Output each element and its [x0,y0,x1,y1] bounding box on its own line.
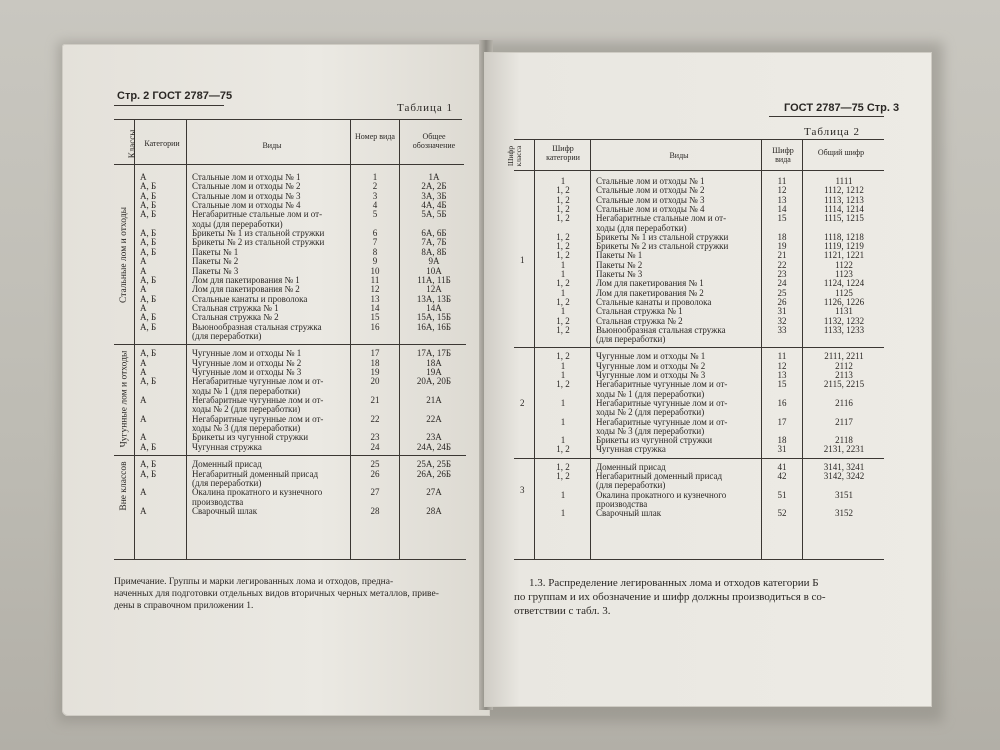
cell-code: 3142, 3242 [823,471,865,481]
cell-category: А, Б [140,459,157,470]
cell-number: 12 [370,284,380,295]
cell-kind: (для переработки) [192,330,262,341]
cell-kind: (для переработки) [596,480,666,491]
cell-number: 23 [777,269,787,279]
cell-code: 1121, 1221 [823,250,865,261]
cell-kind: производства [192,496,244,507]
cell-code: 1112, 1212 [824,185,864,196]
cell-code: 3А, 3Б [421,190,447,201]
cell-code: 1133, 1233 [823,324,865,335]
cell-code: 4А, 4Б [421,200,447,211]
table-1-title: Таблица 1 [397,102,454,114]
cell-category: А, Б [140,181,157,192]
col-divider [761,139,762,559]
cell-number: 16 [370,321,380,332]
cell-kind: Стальные лом и отходы № 4 [192,200,301,211]
group-divider [514,458,884,459]
cell-kind: Стальные лом и отходы № 1 [596,176,705,186]
note-line: дены в справочном приложении 1. [114,601,254,611]
cell-code: 28А [426,505,442,516]
cell-category: А [140,302,147,313]
cell-category: А [140,505,147,516]
cell-category: А, Б [140,237,157,248]
cell-code: 2117 [835,416,853,427]
cell-category: А [140,487,147,498]
cell-category: 1 [560,435,566,446]
cell-kind: Доменный присад [192,459,262,470]
col-header-kind-code: Шифр вида [772,146,794,164]
col-header-kinds: Виды [669,151,689,160]
cell-code: 19А [426,367,442,377]
cell-kind: (для переработки) [596,334,666,345]
cell-category: А, Б [140,274,157,285]
class-label: 1 [520,254,525,265]
cell-number: 24 [777,278,787,289]
cell-code: 2113 [835,370,853,380]
cell-kind: Лом для пакетирования № 1 [596,278,704,289]
cell-code: 2116 [835,397,853,408]
col-header-classes: Классы [127,129,137,159]
cell-code: 16А, 16Б [416,321,452,332]
cell-code: 17А, 17Б [416,348,452,359]
cell-number: 19 [777,241,787,252]
cell-kind: Негабаритные чугунные лом и от- [192,376,324,387]
cell-category: А, Б [140,209,157,220]
cell-category: А [140,367,147,377]
cell-number: 26 [777,296,787,307]
cell-category: А [140,432,147,443]
cell-code: 10А [426,265,442,276]
col-header-number: Номер вида [355,132,395,141]
cell-code: 26А, 26Б [416,468,452,479]
cell-code: 1115, 1215 [824,213,864,224]
cell-kind: Чугунная стружка [192,441,262,452]
cell-kind: Негабаритный доменный присад [192,468,319,479]
cell-code: 13А, 13Б [416,293,452,304]
col-divider [399,119,400,559]
cell-number: 4 [372,200,378,211]
cell-kind: Стальная стружка № 2 [596,315,683,326]
cell-category: 1 [560,176,566,186]
cell-category: А [140,256,147,267]
right-page [484,52,932,707]
paragraph-line: по группам и их обозначение и шифр должны производиться в со- [514,591,826,603]
cell-number: 6 [372,228,378,239]
cell-kind: Чугунные лом и отходы № 2 [192,357,302,368]
cell-category: А [140,395,147,406]
table-2-title: Таблица 2 [804,126,861,138]
cell-kind: Окалина прокатного и кузнечного [596,489,727,500]
cell-category: 1, 2 [556,296,570,307]
cell-code: 6А, 6Б [421,228,447,239]
cell-number: 31 [777,306,787,317]
cell-code: 22А [426,413,442,424]
cell-category: 1 [560,360,566,371]
note-line: Примечание. Группы и марки легированных лома и отходов, предна- [114,577,394,587]
cell-category: А, Б [140,200,157,211]
cell-number: 7 [372,237,378,248]
cell-kind: Негабаритные чугунные лом и от- [192,413,324,424]
cell-category: 1, 2 [556,471,570,481]
cell-number: 17 [777,416,787,427]
right-page-header: ГОСТ 2787—75 Стр. 3 [784,102,900,114]
cell-category: А, Б [140,246,157,257]
cell-kind: Пакеты № 1 [596,250,643,261]
cell-category: 1 [560,508,566,519]
cell-number: 11 [370,274,380,285]
cell-number: 15 [777,379,787,390]
paragraph-line: 1.3. Распределение легированных лома и отходов категории Б [529,577,819,589]
cell-code: 1123 [835,269,853,279]
cell-kind: Вьюнообразная стальная стружка [192,321,322,332]
cell-kind: ходы (для переработки) [596,222,687,233]
cell-code: 3152 [835,508,853,519]
cell-kind: (для переработки) [192,477,262,488]
cell-code: 1122 [835,259,853,270]
cell-category: А [140,172,147,182]
cell-kind: Сварочный шлак [596,508,662,519]
cell-category: А, Б [140,293,157,304]
cell-category: А, Б [140,228,157,239]
cell-number: 28 [370,505,380,516]
cell-category: А [140,357,147,368]
cell-number: 51 [777,489,787,500]
cell-number: 52 [777,508,787,519]
cell-category: 1, 2 [556,315,570,326]
class-label: Вне классов [118,461,129,511]
cell-kind: Негабаритные чугунные лом и от- [192,395,324,406]
cell-code: 2111, 2211 [824,351,864,362]
cell-code: 1113, 1213 [824,194,864,205]
cell-code: 1114, 1214 [824,203,864,214]
cell-code: 3151 [835,489,853,500]
class-label: 3 [520,484,525,495]
table-header-rule [114,164,464,165]
cell-kind: Брикеты № 2 из стальной стружки [192,237,325,248]
cell-category: А [140,265,147,276]
col-divider [186,119,187,559]
cell-number: 13 [777,370,787,380]
cell-number: 17 [370,348,380,359]
header-rule [114,105,224,106]
table-bottom-rule [114,559,466,560]
cell-code: 1111 [835,176,853,186]
cell-code: 1118, 1218 [824,231,864,242]
cell-code: 7А, 7Б [421,237,447,248]
cell-number: 15 [777,213,787,224]
cell-number: 10 [370,265,380,276]
cell-category: А, Б [140,312,157,323]
cell-category: 1, 2 [556,203,570,214]
table-top-rule [114,119,462,120]
cell-kind: Стальные лом и отходы № 3 [596,194,705,205]
cell-category: 1 [560,287,566,298]
cell-number: 42 [777,471,787,481]
cell-code: 1131 [835,306,853,317]
cell-kind: Пакеты № 2 [596,259,643,270]
cell-code: 23А [426,432,442,443]
cell-code: 2115, 2215 [823,379,865,390]
cell-category: 1, 2 [556,278,570,289]
cell-number: 11 [777,176,787,186]
cell-kind: ходы № 2 (для переработки) [192,404,301,415]
cell-number: 19 [370,367,380,377]
cell-kind: Чугунная стружка [596,444,666,455]
cell-category: А, Б [140,348,157,359]
cell-kind: Пакеты № 1 [192,246,239,257]
col-header-category: Категории [144,139,180,148]
cell-kind: Брикеты № 1 из стальной стружки [192,228,325,239]
cell-category: 1, 2 [556,324,570,335]
cell-category: 1 [560,259,566,270]
cell-kind: Брикеты из чугунной стружки [596,435,713,446]
cell-kind: ходы № 3 (для переработки) [192,423,301,434]
cell-number: 8 [372,246,378,257]
cell-category: 1, 2 [556,250,570,261]
cell-number: 20 [370,376,380,387]
cell-number: 24 [370,441,380,452]
cell-category: 1 [560,306,566,317]
cell-category: 1, 2 [556,379,570,390]
cell-kind: Лом для пакетирования № 2 [192,284,300,295]
cell-number: 14 [777,203,787,214]
cell-code: 11А, 11Б [417,274,451,285]
cell-kind: Стальные лом и отходы № 2 [596,185,705,196]
cell-code: 1132, 1232 [823,315,865,326]
left-page [62,44,490,716]
col-divider [590,139,591,559]
left-page-header: Стр. 2 ГОСТ 2787—75 [117,90,233,102]
cell-kind: Брикеты из чугунной стружки [192,432,309,443]
cell-code: 27А [426,487,442,498]
cell-code: 12А [426,284,442,295]
cell-code: 1124, 1224 [823,278,865,289]
col-divider [534,139,535,559]
group-divider [514,347,884,348]
cell-category: 1 [560,269,566,279]
cell-category: 1, 2 [556,213,570,224]
cell-number: 32 [777,315,787,326]
cell-kind: Стальная стружка № 2 [192,312,279,323]
cell-kind: ходы № 3 (для переработки) [596,425,705,436]
cell-category: А [140,413,147,424]
table-header-rule [514,170,884,171]
cell-kind: Доменный присад [596,461,666,472]
cell-number: 18 [777,435,787,446]
cell-kind: производства [596,498,648,509]
cell-category: 1 [560,416,566,427]
cell-kind: Стальная стружка № 1 [596,306,683,317]
cell-number: 21 [777,250,787,261]
cell-number: 25 [777,287,787,298]
class-label: 2 [520,397,525,408]
col-divider [350,119,351,559]
group-divider [114,455,466,456]
class-label: Стальные лом и отходы [119,207,130,304]
cell-number: 16 [777,397,787,408]
cell-number: 11 [777,351,787,362]
cell-kind: Чугунные лом и отходы № 3 [596,370,706,380]
cell-category: 1 [560,370,566,380]
cell-number: 13 [370,293,380,304]
cell-code: 3141, 3241 [823,461,865,472]
cell-category: 1, 2 [556,444,570,455]
cell-number: 23 [370,432,380,443]
cell-category: 1, 2 [556,461,570,472]
cell-kind: Брикеты № 2 из стальной стружки [596,241,729,252]
cell-code: 1119, 1219 [824,241,864,252]
cell-code: 9А [428,256,440,267]
cell-number: 2 [372,181,378,192]
cell-code: 1А [428,172,440,182]
cell-number: 25 [370,459,380,470]
cell-code: 14А [426,302,442,313]
cell-number: 22 [370,413,380,424]
cell-code: 2112 [835,360,853,371]
cell-kind: ходы № 1 (для переработки) [596,388,705,399]
cell-kind: Брикеты № 1 из стальной стружки [596,231,729,242]
cell-kind: Стальная стружка № 1 [192,302,279,313]
col-header-total-code: Общий шифр [817,148,865,157]
header-rule [769,116,884,117]
cell-category: 1, 2 [556,185,570,196]
cell-code: 20А, 20Б [416,376,452,387]
cell-kind: Стальные лом и отходы № 2 [192,181,301,192]
cell-category: 1, 2 [556,241,570,252]
cell-category: 1 [560,397,566,408]
col-header-class-code: Шифр класса [506,145,523,167]
cell-category: А, Б [140,468,157,479]
cell-number: 18 [777,231,787,242]
paragraph-line: ответствии с табл. 3. [514,605,611,617]
cell-code: 15А, 15Б [416,312,452,323]
col-header-category-code: Шифр категории [546,144,580,162]
table-top-rule [514,139,884,140]
cell-kind: Стальные канаты и проволока [192,293,308,304]
cell-category: 1 [560,489,566,500]
note-line: наченных для подготовки отдельных видов вторичных черных металлов, приве- [114,589,439,599]
cell-number: 21 [370,395,380,406]
cell-number: 1 [372,172,378,182]
cell-kind: Пакеты № 3 [192,265,239,276]
cell-number: 27 [370,487,380,498]
cell-code: 5А, 5Б [421,209,447,220]
cell-code: 2118 [835,435,853,446]
cell-category: А, Б [140,441,157,452]
cell-number: 5 [372,209,378,220]
cell-number: 33 [777,324,787,335]
cell-kind: Негабаритные стальные лом и от- [192,209,323,220]
cell-category: 1, 2 [556,194,570,205]
cell-kind: Пакеты № 3 [596,269,643,279]
cell-kind: Вьюнообразная стальная стружка [596,324,726,335]
cell-code: 1126, 1226 [823,296,865,307]
cell-category: А [140,284,147,295]
class-label: Чугунные лом и отходы [118,350,129,448]
cell-kind: Негабаритные чугунные лом и от- [596,416,728,427]
cell-number: 26 [370,468,380,479]
col-header-kinds: Виды [262,141,282,150]
cell-number: 13 [777,194,787,205]
cell-kind: Негабаритные чугунные лом и от- [596,379,728,390]
col-header-designation: Общее обозначение [412,132,456,150]
cell-code: 8А, 8Б [421,246,447,257]
cell-kind: Негабаритный доменный присад [596,471,723,481]
cell-kind: Чугунные лом и отходы № 2 [596,360,706,371]
cell-kind: Чугунные лом и отходы № 1 [192,348,302,359]
cell-number: 9 [372,256,378,267]
cell-number: 12 [777,185,787,196]
cell-code: 24А, 24Б [416,441,452,452]
cell-kind: Негабаритные стальные лом и от- [596,213,727,224]
cell-code: 21А [426,395,442,406]
cell-number: 14 [370,302,380,313]
col-divider [802,139,803,559]
cell-number: 41 [777,461,787,472]
cell-code: 2А, 2Б [421,181,447,192]
cell-number: 18 [370,357,380,368]
cell-category: А, Б [140,190,157,201]
cell-code: 18А [426,357,442,368]
cell-number: 3 [372,190,378,201]
cell-kind: Окалина прокатного и кузнечного [192,487,323,498]
cell-kind: Сварочный шлак [192,505,258,516]
col-divider [134,119,135,559]
cell-kind: Чугунные лом и отходы № 1 [596,351,706,362]
cell-category: А, Б [140,376,157,387]
cell-kind: Чугунные лом и отходы № 3 [192,367,302,377]
cell-category: А, Б [140,321,157,332]
cell-number: 31 [777,444,787,455]
cell-category: 1, 2 [556,351,570,362]
cell-kind: Лом для пакетирования № 2 [596,287,704,298]
cell-code: 2131, 2231 [823,444,865,455]
cell-kind: ходы (для переработки) [192,218,283,229]
cell-kind: ходы № 2 (для переработки) [596,407,705,418]
table-bottom-rule [514,559,884,560]
cell-kind: Стальные лом и отходы № 1 [192,172,301,182]
cell-number: 22 [777,259,787,270]
cell-category: 1, 2 [556,231,570,242]
cell-kind: Стальные лом и отходы № 4 [596,203,705,214]
cell-code: 25А, 25Б [416,459,452,470]
cell-kind: Негабаритные чугунные лом и от- [596,397,728,408]
cell-number: 12 [777,360,787,371]
cell-number: 15 [370,312,380,323]
cell-kind: Пакеты № 2 [192,256,239,267]
cell-kind: Стальные лом и отходы № 3 [192,190,301,201]
cell-kind: ходы № 1 (для переработки) [192,385,301,396]
cell-kind: Стальные канаты и проволока [596,296,712,307]
cell-kind: Лом для пакетирования № 1 [192,274,300,285]
cell-code: 1125 [835,287,853,298]
group-divider [114,344,466,345]
